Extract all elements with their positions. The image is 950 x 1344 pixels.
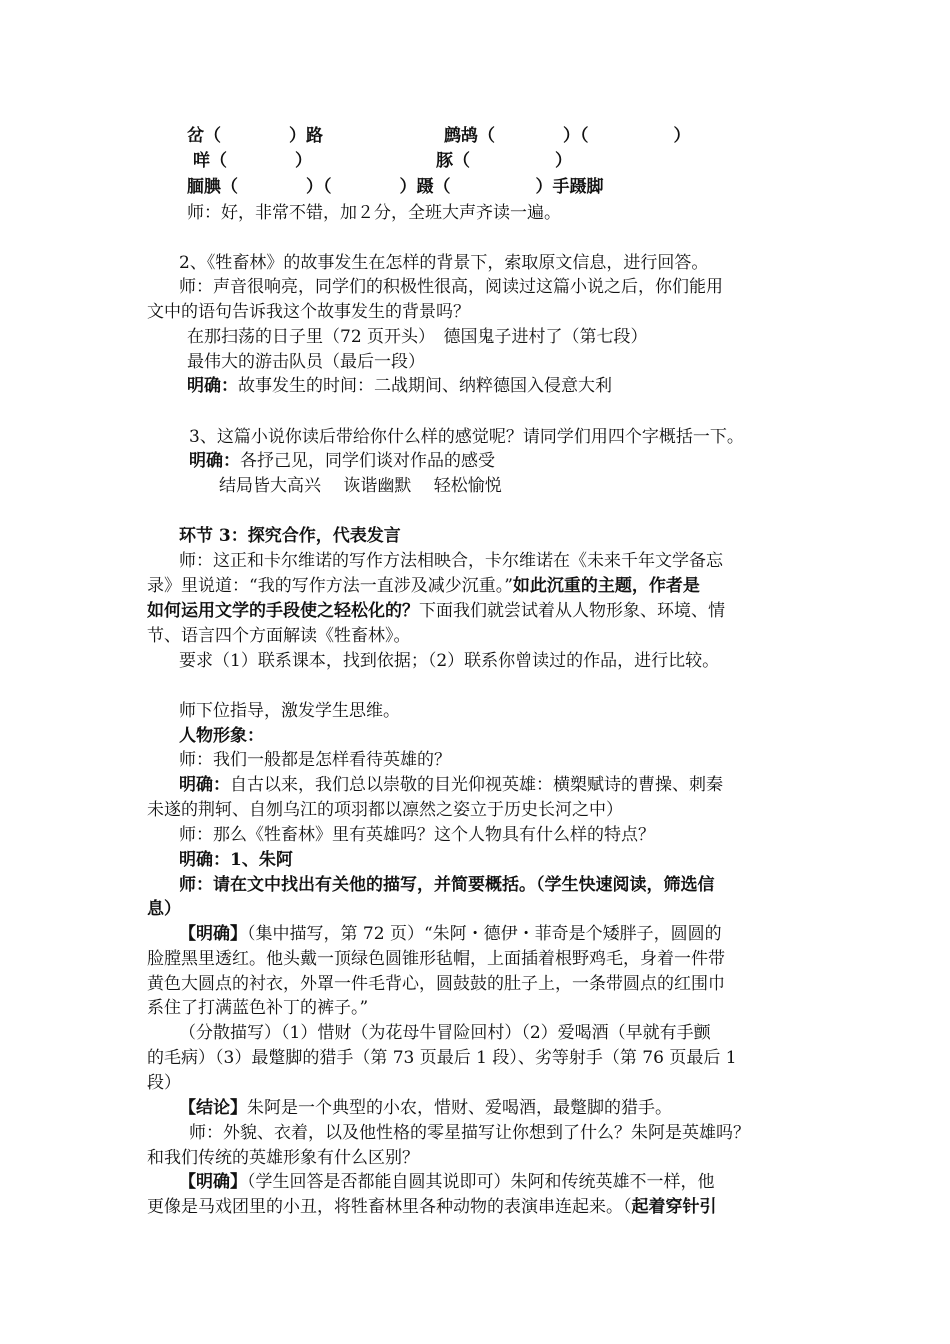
answer-label: 【明确】 xyxy=(179,1172,247,1192)
teacher-text: 下面我们就尝试着从人物形象、环境、情 xyxy=(419,601,725,621)
answer-line xyxy=(187,375,612,397)
answer-line-cont: 系住了打满蓝色补丁的裤子。” xyxy=(147,998,369,1018)
key-question: 如此沉重的主题，作者是 xyxy=(512,576,700,596)
answer-text: 更像是马戏团里的小丑，将牲畜林里各种动物的表演串连起来。（ xyxy=(147,1197,632,1217)
vocab-row-1-left: 岔（ ）路 xyxy=(187,126,323,146)
conclusion-label: 【结论】 xyxy=(179,1098,247,1118)
teacher-line-cont xyxy=(147,600,725,622)
question-2: 2、《牲畜林》的故事发生在怎样的背景下，索取原文信息，进行回答。 xyxy=(179,253,709,273)
answer-label: 明确： xyxy=(187,376,238,396)
vocab-row-3: 腼腆（ ）（ ）蹑（ ）手蹑脚 xyxy=(187,177,604,197)
answer-text: 故事发生的时间：二战期间、纳粹德国入侵意大利 xyxy=(238,376,612,396)
question-3: 3、这篇小说你读后带给你什么样的感觉呢？请同学们用四个字概括一下。 xyxy=(189,427,744,447)
teacher-line: 师：好，非常不错，加２分，全班大声齐读一遍。 xyxy=(187,203,561,223)
answer-keywords: 结局皆大高兴 诙谐幽默 轻松愉悦 xyxy=(219,476,502,496)
answer-emphasis: 起着穿针引 xyxy=(631,1197,717,1217)
answer-line xyxy=(189,450,495,472)
answer-line-cont: 脸膛黑里透红。他头戴一顶绿色圆锥形毡帽，上面插着根野鸡毛，身着一件带 xyxy=(147,949,725,969)
answer-text: 各抒己见，同学们谈对作品的感受 xyxy=(240,451,495,471)
answer-text: （集中描写，第 72 页）“朱阿・德伊・菲奇是个矮胖子，圆圆的 xyxy=(247,924,722,944)
conclusion-text: 朱阿是一个典型的小农，惜财、爱喝酒，最蹩脚的猎手。 xyxy=(247,1098,672,1118)
conclusion-line xyxy=(179,1097,672,1119)
teacher-line-cont xyxy=(147,575,700,597)
answer-line-cont: 未遂的荆轲、自刎乌江的项羽都以凛然之姿立于历史长河之中） xyxy=(147,800,623,820)
answer-label: 明确： xyxy=(179,775,230,795)
teacher-line-cont: 文中的语句告诉我这个故事发生的背景吗？ xyxy=(147,302,470,322)
answer-line: 明确：1、朱阿 xyxy=(179,850,293,870)
subheading: 人物形象： xyxy=(179,726,264,746)
answer-text: 自古以来，我们总以崇敬的目光仰视英雄：横槊赋诗的曹操、刺秦 xyxy=(230,775,723,795)
answer-line-cont: 的毛病）（3）最蹩脚的猎手（第 73 页最后 1 段）、劣等射手（第 76 页最后 1 xyxy=(147,1048,737,1068)
answer-line: （分散描写）（1）惜财（为花母牛冒险回村）（2）爱喝酒（早就有手颤 xyxy=(179,1023,711,1043)
answer-line-cont: 黄色大圆点的衬衣，外罩一件毛背心，圆鼓鼓的肚子上，一条带圆点的红围巾 xyxy=(147,974,725,994)
answer-line xyxy=(179,774,723,796)
quote-text: 录》里说道：“我的写作方法一直涉及减少沉重。” xyxy=(147,576,513,596)
answer-text: （学生回答是否都能自圆其说即可）朱阿和传统英雄不一样，他 xyxy=(247,1172,715,1192)
teacher-line: 师：声音很响亮，同学们的积极性很高，阅读过这篇小说之后，你们能用 xyxy=(179,277,723,297)
teacher-line: 师：外貌、衣着，以及他性格的零星描写让你想到了什么？朱阿是英雄吗？ xyxy=(189,1123,750,1143)
answer-line xyxy=(179,1171,715,1193)
teacher-line-cont: 息） xyxy=(147,899,181,919)
teacher-line: 师：这正和卡尔维诺的写作方法相映合，卡尔维诺在《未来千年文学备忘 xyxy=(179,551,723,571)
teacher-line-cont: 和我们传统的英雄形象有什么区别？ xyxy=(147,1148,419,1168)
teacher-line: 师：我们一般都是怎样看待英雄的？ xyxy=(179,750,451,770)
answer-label: 【明确】 xyxy=(179,924,247,944)
answer-label: 明确： xyxy=(189,451,240,471)
section-heading: 环节 3：探究合作，代表发言 xyxy=(179,526,401,546)
teacher-line: 师：那么《牲畜林》里有英雄吗？这个人物具有什么样的特点？ xyxy=(179,825,655,845)
answer-line-cont: 段） xyxy=(147,1073,181,1093)
requirement-line: 要求（1）联系课本，找到依据；（2）联系你曾读过的作品，进行比较。 xyxy=(179,651,720,671)
teacher-line: 师：请在文中找出有关他的描写，并简要概括。（学生快速阅读，筛选信 xyxy=(179,875,715,895)
answer-line xyxy=(179,923,722,945)
answer-line: 最伟大的游击队员（最后一段） xyxy=(187,352,425,372)
key-question: 如何运用文学的手段使之轻松化的？ xyxy=(147,601,419,621)
vocab-row-1-right: 鹧鸪（ ）（ ） xyxy=(444,126,691,146)
teacher-line-cont: 节、语言四个方面解读《牲畜林》。 xyxy=(147,626,411,646)
answer-line: 在那扫荡的日子里（72 页开头） 德国鬼子进村了（第七段） xyxy=(187,327,648,347)
vocab-row-2-right: 豚（ ） xyxy=(436,151,572,171)
teacher-line: 师下位指导，激发学生思维。 xyxy=(179,701,400,721)
vocab-row-2-left: 咩（ ） xyxy=(193,151,312,171)
answer-line-cont xyxy=(147,1196,717,1218)
